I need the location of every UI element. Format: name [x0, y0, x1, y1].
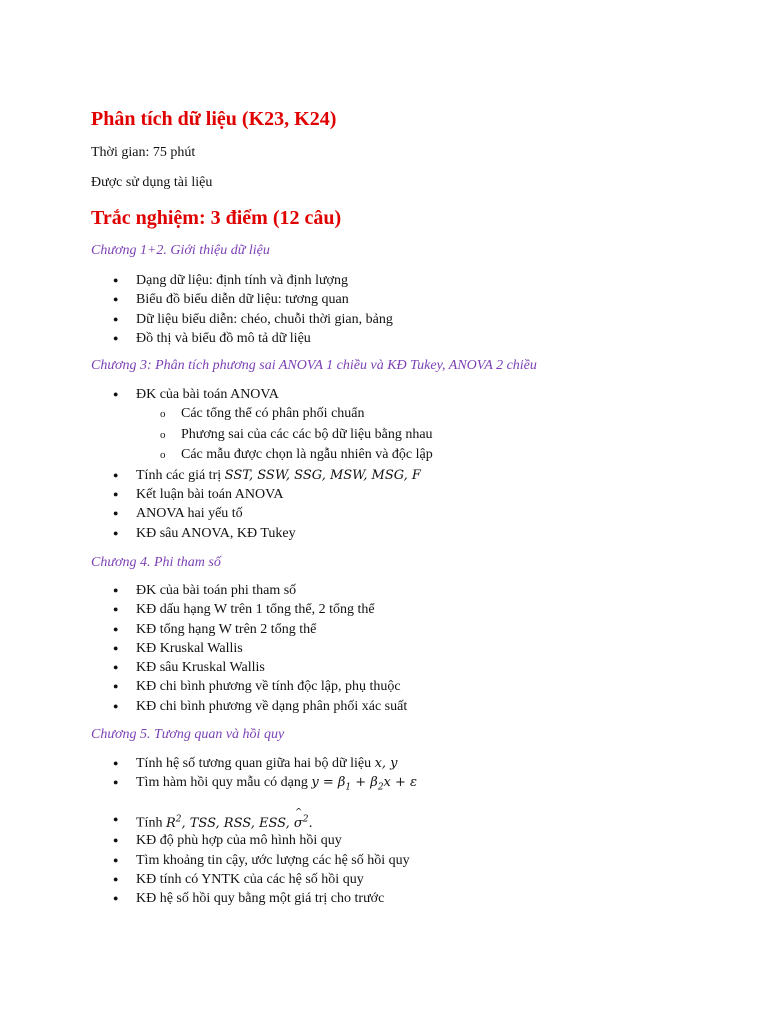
list-item: ● KĐ tổng hạng W trên 2 tổng thể	[0, 620, 407, 639]
list-item: ● KĐ dấu hạng W trên 1 tổng thể, 2 tổng thể	[0, 600, 407, 619]
subscript: 2	[377, 782, 384, 793]
item-text: Tìm hàm hồi quy mẫu có dạng	[136, 775, 312, 791]
equation-part: + β	[351, 775, 378, 791]
list-item: ● KĐ chi bình phương về dạng phân phối xác suất	[0, 697, 407, 716]
chapter-5-list	[0, 754, 417, 908]
regression-equation	[311, 775, 418, 793]
list-item	[0, 754, 417, 773]
math-expression	[166, 816, 313, 831]
chapter-heading: Chương 3: Phân tích phương sai ANOVA 1 chiều và KĐ Tukey, ANOVA 2 chiều	[91, 358, 537, 373]
sub-list-item: o Phương sai của các các bộ dữ liệu bằng nhau	[0, 425, 433, 446]
list-item	[0, 773, 417, 799]
chapter-heading: Chương 1+2. Giới thiệu dữ liệu	[91, 243, 270, 258]
list-item: ● KĐ độ phù hợp của mô hình hồi quy	[0, 831, 417, 850]
list-item: ● Kết luận bài toán ANOVA	[0, 485, 433, 504]
sigma-hat-symbol: σ ^	[294, 804, 303, 844]
sub-list-item: o Các tổng thể có phân phối chuẩn	[0, 404, 433, 425]
equation-part: x + ε	[383, 775, 418, 791]
section-title: Trắc nghiệm: 3 điểm (12 câu)	[91, 207, 342, 229]
superscript: 2	[302, 814, 309, 825]
list-item	[0, 466, 433, 485]
subscript: 1	[345, 782, 352, 793]
document-title: Phân tích dữ liệu (K23, K24)	[91, 108, 337, 130]
math-expression: x, y	[374, 756, 398, 771]
list-item: ● Tìm khoảng tin cậy, ước lượng các hệ số hồi quy	[0, 851, 417, 870]
list-item: ● KĐ chi bình phương về tính độc lập, phụ thuộc	[0, 677, 407, 696]
list-item: ● Dạng dữ liệu: định tính và định lượng	[0, 271, 393, 290]
list-item: ● KĐ tính có YNTK của các hệ số hồi quy	[0, 870, 417, 889]
exam-duration: Thời gian: 75 phút	[91, 145, 196, 160]
list-item: ● Đồ thị và biểu đồ mô tả dữ liệu	[0, 329, 393, 348]
math-expression: SST, SSW, SSG, MSW, MSG, F	[224, 467, 421, 483]
list-item: ● KĐ hệ số hồi quy bằng một giá trị cho trước	[0, 889, 417, 908]
list-item: ● KĐ sâu Kruskal Wallis	[0, 658, 407, 677]
superscript: 2	[175, 814, 182, 825]
chapter-heading: Chương 4. Phi tham số	[91, 555, 221, 570]
item-text: Tính	[136, 815, 166, 831]
equation-part: , TSS, RSS, ESS,	[181, 815, 294, 831]
chapter-3-list	[0, 385, 433, 543]
item-text: Tính hệ số tương quan giữa hai bộ dữ liệu	[136, 756, 375, 771]
list-item: ● ĐK của bài toán ANOVA	[0, 385, 433, 404]
chapter-4-list	[0, 581, 407, 716]
list-item	[0, 799, 417, 831]
equation-part: .	[308, 815, 313, 831]
sub-list-item: o Các mẫu được chọn là ngẫu nhiên và độc lập	[0, 445, 433, 466]
chapter-heading: Chương 5. Tương quan và hồi quy	[91, 727, 285, 742]
equation-part: y = β	[311, 775, 346, 791]
list-item: ● ĐK của bài toán phi tham số	[0, 581, 407, 600]
item-text: Tính các giá trị	[136, 467, 225, 483]
list-item: ● KĐ Kruskal Wallis	[0, 639, 407, 658]
list-item: ● ANOVA hai yếu tố	[0, 504, 433, 523]
list-item: ● KĐ sâu ANOVA, KĐ Tukey	[0, 524, 433, 543]
list-item: ● Biểu đồ biểu diễn dữ liệu: tương quan	[0, 290, 393, 309]
chapter-1-list	[0, 271, 393, 348]
list-item: ● Dữ liệu biểu diễn: chéo, chuỗi thời gian, bảng	[0, 310, 393, 329]
materials-note: Được sử dụng tài liệu	[91, 175, 213, 190]
r-symbol: R	[165, 815, 176, 831]
